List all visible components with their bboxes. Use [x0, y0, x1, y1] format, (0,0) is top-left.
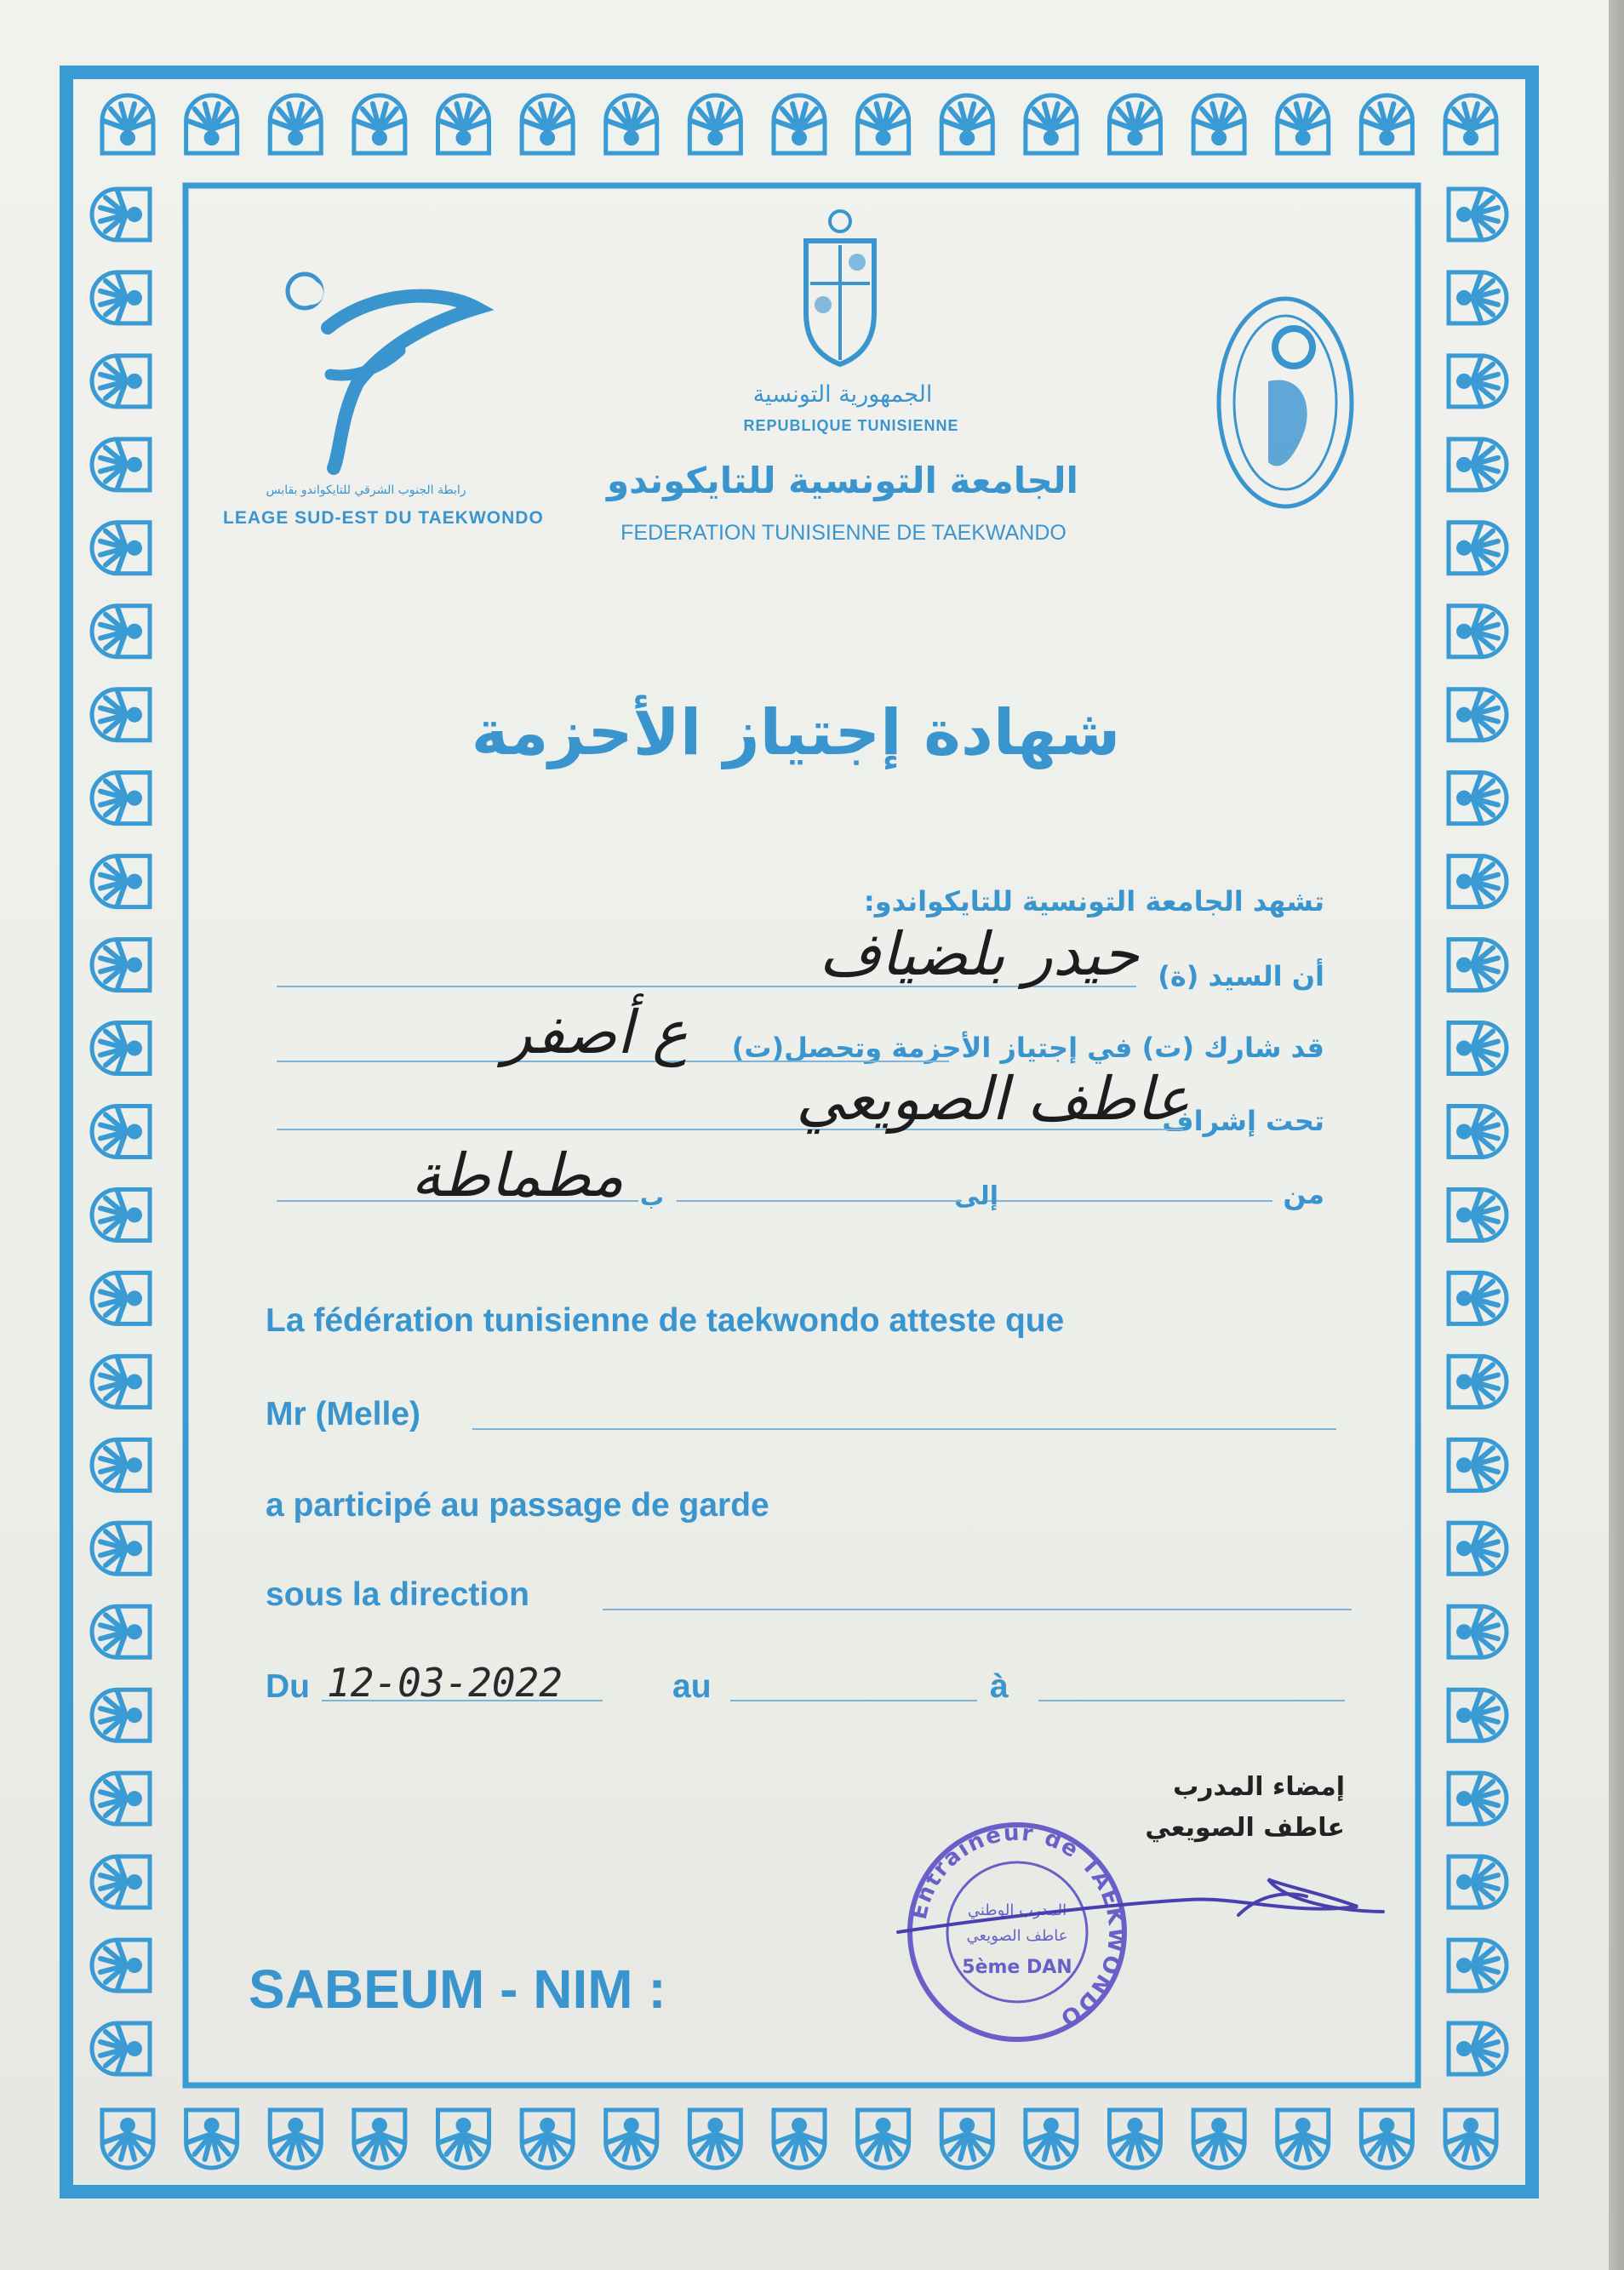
border-ornament — [1449, 1606, 1507, 1657]
republic-french: REPUBLIQUE TUNISIENNE — [743, 417, 959, 434]
french-mr-label: Mr (Melle) — [266, 1396, 421, 1432]
signature-name-arabic: عاطف الصويعي — [1145, 1813, 1345, 1843]
border-ornament — [186, 2110, 237, 2168]
handwritten-place-arabic: مطماطة — [411, 1141, 624, 1210]
arabic-name-label: أن السيد (ة) — [1158, 960, 1324, 992]
border-ornament — [92, 356, 150, 407]
border-ornament — [858, 2110, 909, 2168]
border-ornament — [522, 95, 573, 153]
border-ornament — [1449, 1940, 1507, 1991]
arabic-from-label: من — [1283, 1178, 1324, 1210]
signature-title-arabic: إمضاء المدرب — [1173, 1772, 1345, 1802]
arabic-to-label: إلى — [954, 1181, 998, 1211]
border-ornament — [92, 1439, 150, 1490]
border-ornament — [92, 1856, 150, 1907]
stamp-line1: المدرب الوطني — [967, 1901, 1067, 1919]
border-ornament — [1449, 189, 1507, 240]
french-a-line — [1038, 1700, 1345, 1701]
border-ornament — [1449, 606, 1507, 657]
border-ornament — [354, 2110, 405, 2168]
handwritten-date: 12-03-2022 — [327, 1660, 563, 1706]
border-ornament — [1445, 2110, 1496, 2168]
certificate-title-arabic: شهادة إجتياز الأحزمة — [471, 696, 1121, 769]
border-ornament — [1449, 356, 1507, 407]
border-ornament — [92, 773, 150, 824]
border-ornament — [522, 2110, 573, 2168]
border-ornament — [92, 1690, 150, 1741]
border-ornament — [102, 95, 153, 153]
border-ornament — [270, 95, 321, 153]
border-ornament — [354, 95, 405, 153]
league-logo — [255, 255, 511, 485]
border-ornament — [186, 95, 237, 153]
border-ornament — [689, 2110, 741, 2168]
french-intro: La fédération tunisienne de taekwondo atteste que — [266, 1302, 1065, 1339]
border-ornament — [1449, 1523, 1507, 1574]
border-ornament — [92, 606, 150, 657]
border-ornament — [92, 189, 150, 240]
border-ornament — [1361, 95, 1412, 153]
border-ornament — [92, 1106, 150, 1158]
stamp-dan: 5ème DAN — [962, 1957, 1072, 1978]
border-ornament — [92, 1189, 150, 1240]
border-ornament — [1026, 95, 1077, 153]
border-ornament — [1449, 856, 1507, 907]
border-ornament — [438, 95, 489, 153]
border-ornament — [92, 1023, 150, 1074]
border-ornament — [438, 2110, 489, 2168]
border-ornament — [1449, 439, 1507, 490]
border-ornament — [1449, 1189, 1507, 1240]
federation-arabic: الجامعة التونسية للتايكوندو — [607, 460, 1078, 501]
border-ornament — [92, 689, 150, 740]
sabeum-nim-label: SABEUM - NIM : — [249, 1958, 666, 2020]
arabic-to-line — [677, 1200, 962, 1202]
stamp-ring-text: Entraineur de TAEKWONDO — [906, 1820, 1129, 2033]
border-ornament — [1449, 2023, 1507, 2074]
border-ornament — [1449, 1356, 1507, 1407]
paper-edge — [1609, 0, 1624, 2270]
border-ornament — [1026, 2110, 1077, 2168]
arabic-at-label: ب — [639, 1183, 664, 1211]
tunisia-coat-of-arms — [785, 203, 895, 373]
arabic-belt-label: قد شارك (ت) في إجتياز الأحزمة وتحصل(ت) — [731, 1032, 1324, 1064]
border-ornament — [92, 940, 150, 991]
border-ornament — [1278, 2110, 1329, 2168]
border-ornament — [1278, 95, 1329, 153]
border-ornament — [92, 1523, 150, 1574]
border-ornament — [92, 523, 150, 574]
border-ornament — [774, 95, 825, 153]
border-ornament — [92, 2023, 150, 2074]
border-ornament — [1361, 2110, 1412, 2168]
border-ornament — [92, 1940, 150, 1991]
border-ornament — [941, 95, 992, 153]
border-ornament — [1193, 95, 1244, 153]
arabic-from-line — [987, 1200, 1272, 1202]
border-ornament — [1193, 2110, 1244, 2168]
border-ornament — [1449, 523, 1507, 574]
french-au-line — [730, 1700, 977, 1701]
border-ornament — [1449, 773, 1507, 824]
border-ornament — [92, 439, 150, 490]
french-mr-line — [472, 1428, 1336, 1430]
border-ornament — [1449, 1272, 1507, 1324]
border-ornament — [1449, 1023, 1507, 1074]
border-ornament — [92, 272, 150, 323]
border-ornament — [1449, 272, 1507, 323]
french-au-label: au — [672, 1668, 712, 1705]
border-ornament — [1110, 95, 1161, 153]
border-ornament — [1449, 1690, 1507, 1741]
border-ornament — [92, 1606, 150, 1657]
french-direction-label: sous la direction — [266, 1576, 529, 1613]
french-direction-line — [603, 1609, 1352, 1610]
league-arabic-caption: رابطة الجنوب الشرقي للتايكواندو بقابس — [266, 483, 466, 497]
handwritten-name-arabic: حيدر بلضياف — [819, 919, 1139, 989]
stamp-line2: عاطف الصويعي — [966, 1927, 1068, 1945]
border-ornament — [941, 2110, 992, 2168]
border-ornament — [1449, 1439, 1507, 1490]
handwritten-supervisor-arabic: عاطف الصويعي — [796, 1064, 1190, 1134]
french-du-label: Du — [266, 1668, 310, 1705]
league-latin-caption: LEAGE SUD-EST DU TAEKWONDO — [223, 508, 544, 528]
border-ornament — [92, 1272, 150, 1324]
french-a-label: à — [990, 1668, 1009, 1705]
border-ornament — [1449, 1106, 1507, 1158]
trainer-stamp — [881, 1804, 1409, 2043]
border-ornament — [92, 856, 150, 907]
border-ornament — [774, 2110, 825, 2168]
republic-arabic: الجمهورية التونسية — [752, 381, 933, 408]
handwritten-belt-arabic: ع أصفر — [503, 998, 688, 1067]
federation-french: FEDERATION TUNISIENNE DE TAEKWANDO — [620, 521, 1066, 545]
french-participated: a participé au passage de garde — [266, 1487, 769, 1524]
border-ornament — [1449, 689, 1507, 740]
federation-emblem — [1209, 288, 1362, 517]
border-ornament — [606, 95, 657, 153]
arabic-intro: تشهد الجامعة التونسية للتايكواندو: — [863, 885, 1324, 918]
border-ornament — [1449, 1773, 1507, 1824]
border-ornament — [102, 2110, 153, 2168]
border-ornament — [1449, 940, 1507, 991]
border-ornament — [1445, 95, 1496, 153]
border-ornament — [689, 95, 741, 153]
border-ornament — [92, 1773, 150, 1824]
border-ornament — [606, 2110, 657, 2168]
border-ornament — [1449, 1856, 1507, 1907]
border-ornament — [1110, 2110, 1161, 2168]
border-ornament — [858, 95, 909, 153]
border-ornament — [92, 1356, 150, 1407]
arabic-supervision-label: تحت إشراف — [1162, 1105, 1324, 1137]
border-ornament — [270, 2110, 321, 2168]
